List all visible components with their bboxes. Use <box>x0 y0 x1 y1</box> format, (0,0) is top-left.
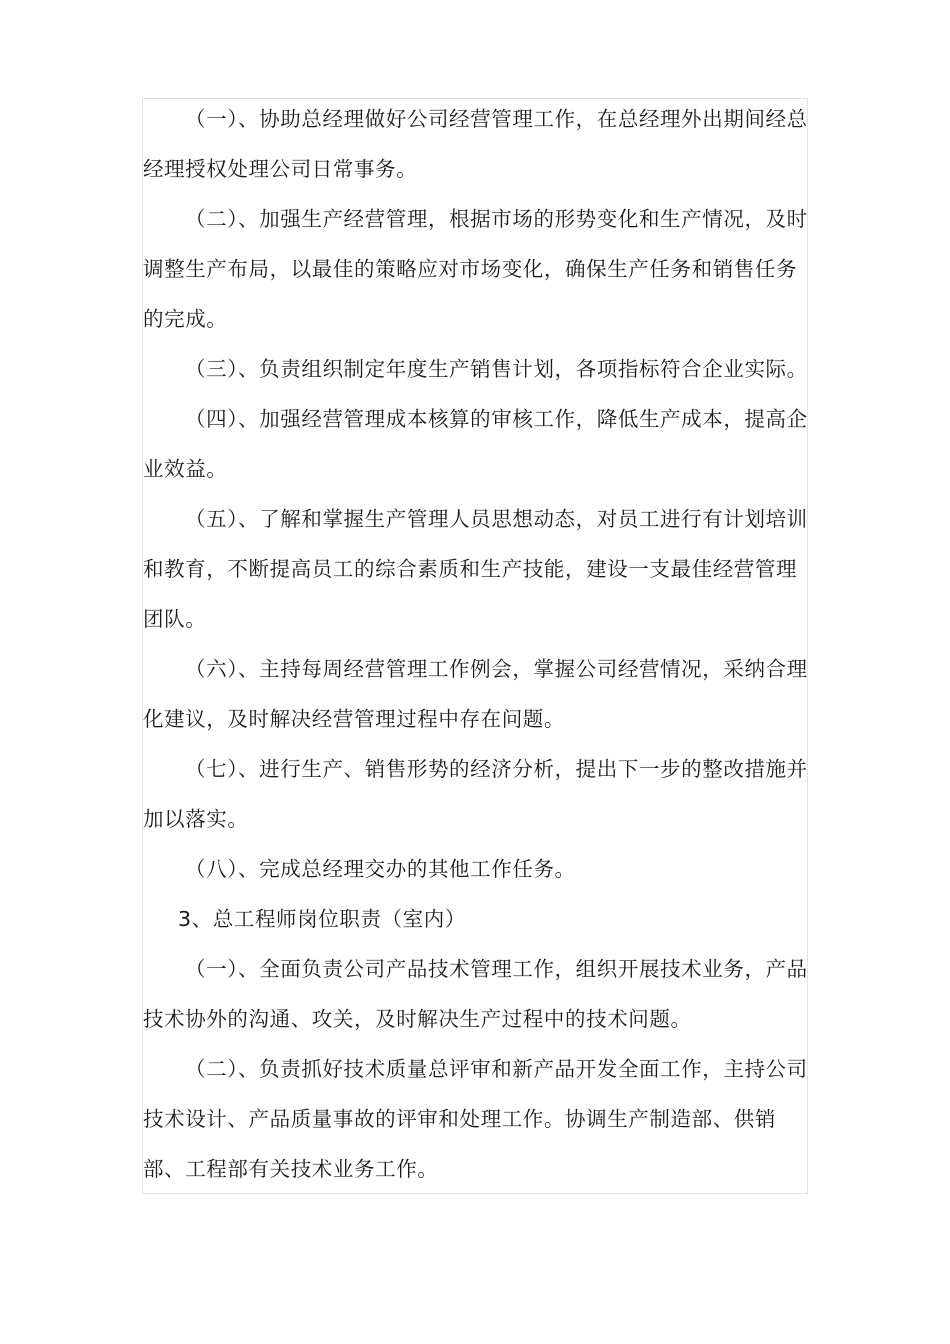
paragraph-deputy-gm-duty-6: （六）、主持每周经营管理工作例会，掌握公司经营情况，采纳合理化建议，及时解决经营管理过程中存在问题。 <box>143 657 808 731</box>
document-body <box>143 94 815 1194</box>
paragraph-deputy-gm-duty-5: （五）、了解和掌握生产管理人员思想动态，对员工进行有计划培训和教育，不断提高员工的综合素质和生产技能，建设一支最佳经营管理团队。 <box>143 507 808 631</box>
paragraph-deputy-gm-duty-4: （四）、加强经营管理成本核算的审核工作，降低生产成本，提高企业效益。 <box>143 407 808 481</box>
paragraph-deputy-gm-duty-3: （三）、负责组织制定年度生产销售计划，各项指标符合企业实际。 <box>185 357 808 381</box>
section-heading-chief-engineer: 3、总工程师岗位职责（室内） <box>178 907 466 931</box>
paragraph-deputy-gm-duty-8: （八）、完成总经理交办的其他工作任务。 <box>185 857 576 881</box>
paragraph-chief-engineer-duty-1: （一）、全面负责公司产品技术管理工作，组织开展技术业务，产品技术协外的沟通、攻关，及时解决生产过程中的技术问题。 <box>143 957 808 1031</box>
paragraph-deputy-gm-duty-2: （二）、加强生产经营管理，根据市场的形势变化和生产情况，及时调整生产布局，以最佳的策略应对市场变化，确保生产任务和销售任务的完成。 <box>143 207 808 331</box>
paragraph-deputy-gm-duty-7: （七）、进行生产、销售形势的经济分析，提出下一步的整改措施并加以落实。 <box>143 757 808 831</box>
paragraph-deputy-gm-duty-1: （一）、协助总经理做好公司经营管理工作，在总经理外出期间经总经理授权处理公司日常事务。 <box>143 107 808 181</box>
paragraph-chief-engineer-duty-2: （二）、负责抓好技术质量总评审和新产品开发全面工作，主持公司技术设计、产品质量事故的评审和处理工作。协调生产制造部、供销部、工程部有关技术业务工作。 <box>143 1057 808 1181</box>
